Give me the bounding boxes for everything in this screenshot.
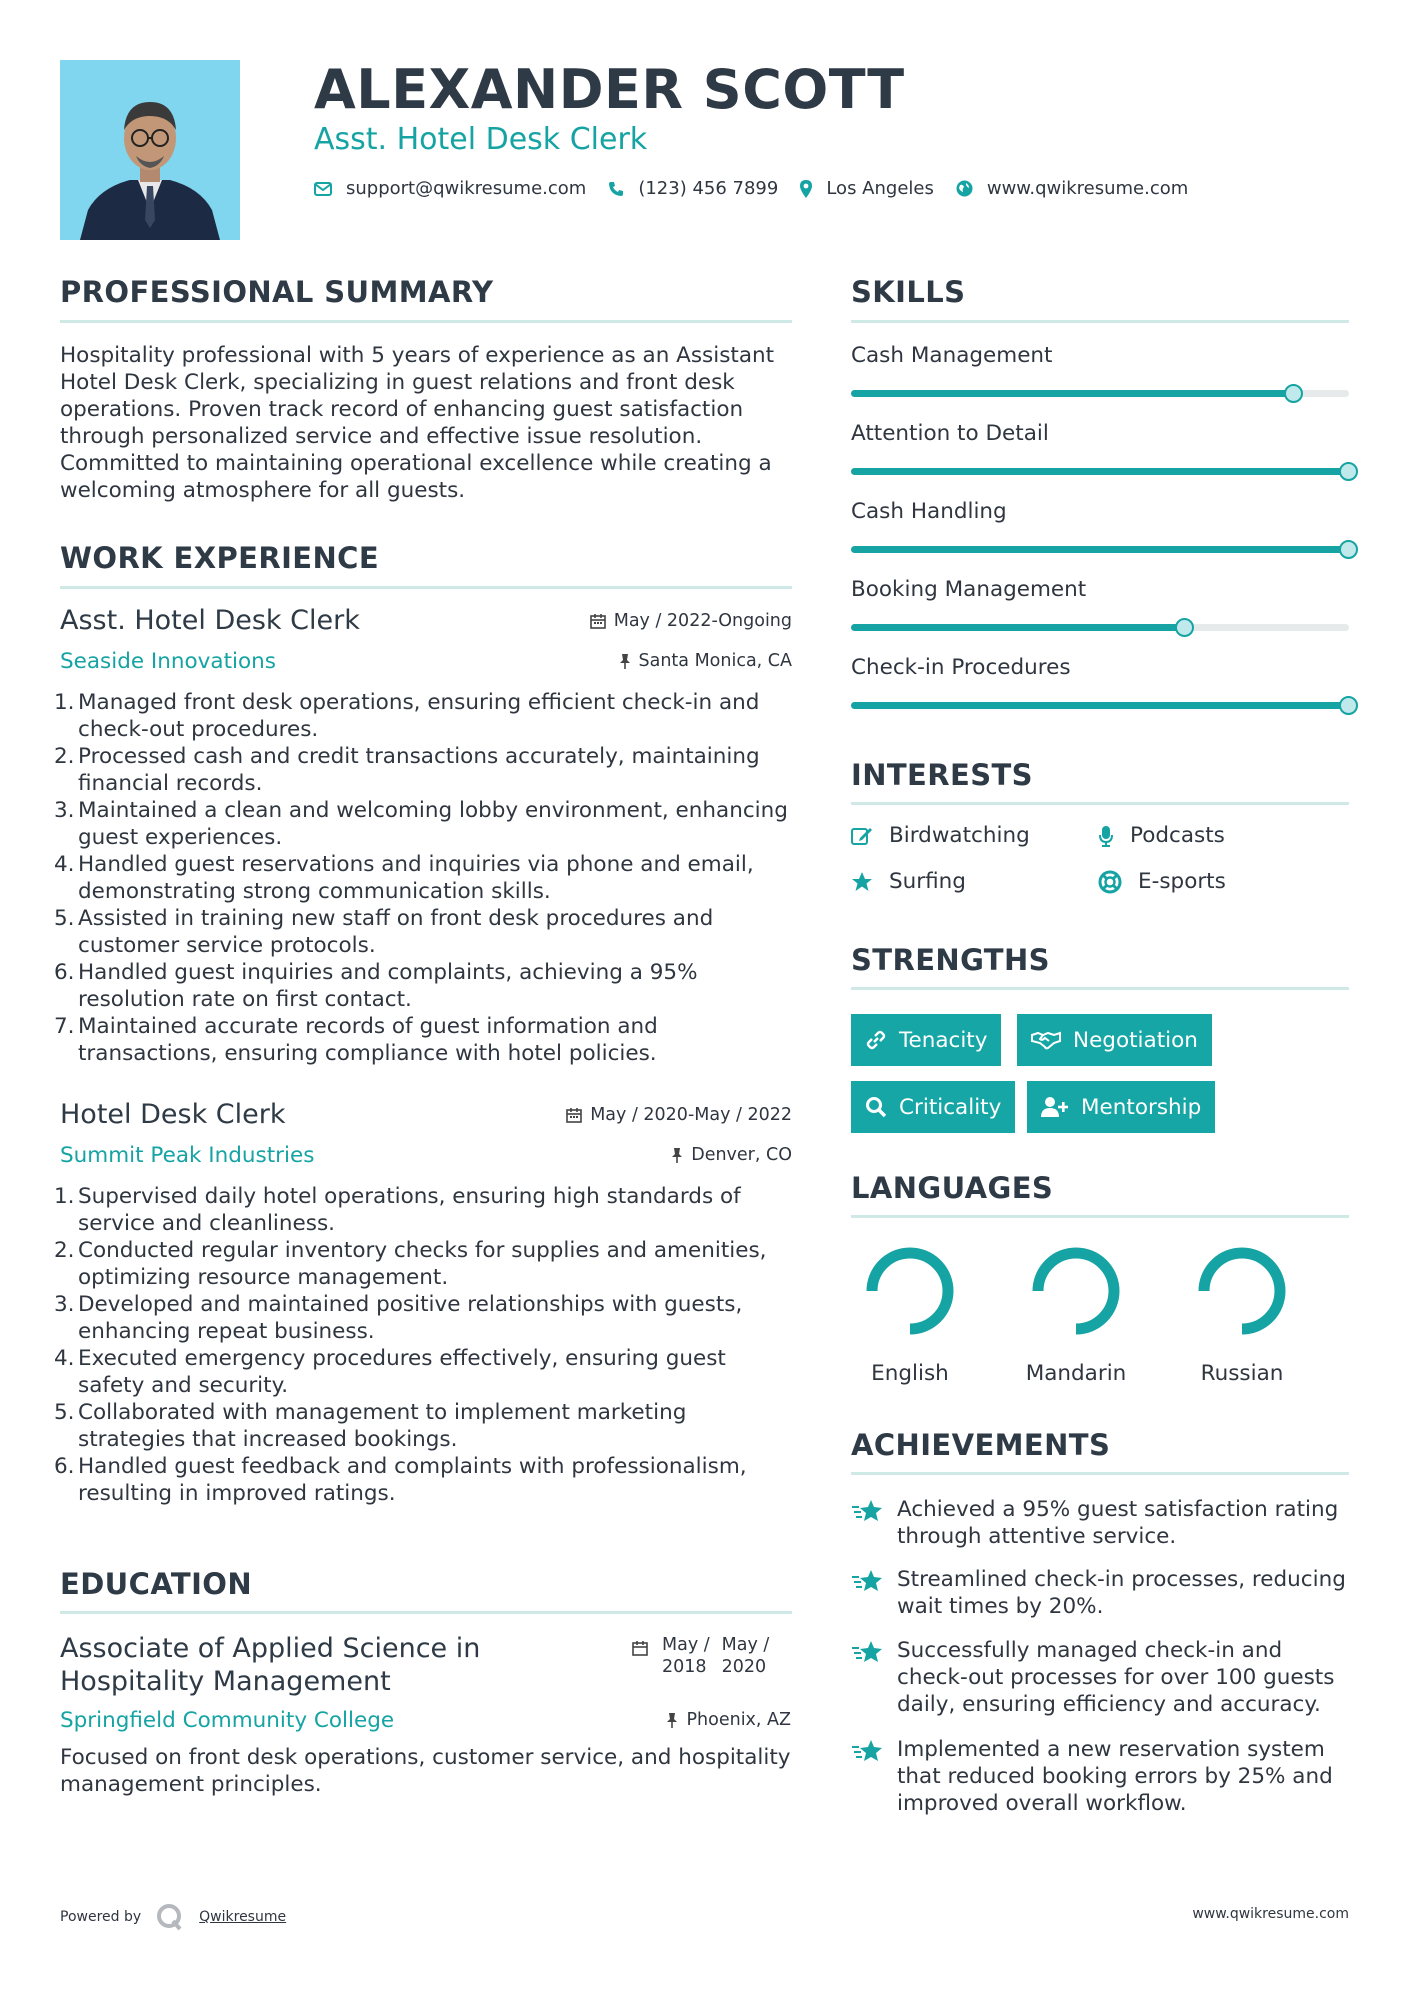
summary-divider xyxy=(60,320,792,323)
skill-bar xyxy=(851,546,1349,553)
list-item: 4. Executed emergency procedures effectively, ensuring guest safety and security. xyxy=(54,1346,726,1398)
skill-label: Attention to Detail xyxy=(851,421,1049,446)
list-item: 2. Conducted regular inventory checks for supplies and amenities, optimizing resource management. xyxy=(54,1238,767,1290)
lifebuoy-icon xyxy=(1098,870,1122,894)
star-burst-icon xyxy=(851,1498,885,1528)
education-end-month: May / xyxy=(721,1635,770,1655)
language-label: Mandarin xyxy=(1025,1361,1127,1386)
job-date xyxy=(590,611,792,631)
summary-text: Hospitality professional with 5 years of experience as an Assistant Hotel Desk Clerk, specializing in guest relations and front desk operations. Proven track record of enhancing guest satisfaction through personalized service and effective issue resolution. Committed to maintaining operational excellence while creating a welcoming atmosphere for all guests. xyxy=(60,343,775,503)
job-location-text: Santa Monica, CA xyxy=(638,651,792,671)
interests-heading: INTERESTS xyxy=(851,758,1033,792)
calendar-icon xyxy=(590,613,606,629)
language-item xyxy=(850,1243,970,1386)
star-burst-icon xyxy=(851,1639,885,1669)
skill-bar-knob xyxy=(1339,540,1358,559)
language-ring xyxy=(1028,1243,1124,1339)
skill-bar-fill xyxy=(851,624,1185,631)
job-date xyxy=(566,1105,792,1125)
strength-tag xyxy=(1017,1014,1212,1066)
education-location xyxy=(666,1710,791,1730)
skill-bar xyxy=(851,624,1349,631)
list-item: 3. Maintained a clean and welcoming lobby environment, enhancing guest experiences. xyxy=(54,798,788,850)
microphone-icon xyxy=(1098,825,1114,847)
education-heading: EDUCATION xyxy=(60,1567,253,1601)
skill-bar-fill xyxy=(851,546,1349,553)
job-location-text: Denver, CO xyxy=(691,1145,792,1165)
calendar-icon xyxy=(566,1107,582,1123)
skill-bar-fill xyxy=(851,702,1349,709)
skill-bar-knob xyxy=(1284,384,1303,403)
education-school: Springfield Community College xyxy=(60,1708,395,1733)
education-divider xyxy=(60,1611,792,1614)
interest-label: E-sports xyxy=(1138,869,1226,894)
interests-divider xyxy=(851,802,1349,805)
job-company: Summit Peak Industries xyxy=(60,1143,315,1168)
contact-bar xyxy=(314,178,1210,199)
job-location xyxy=(619,651,793,671)
list-item: 2. Processed cash and credit transactions accurately, maintaining financial records. xyxy=(54,744,760,796)
skill-bar-knob xyxy=(1339,462,1358,481)
interest-item xyxy=(851,823,1030,848)
handshake-icon xyxy=(1031,1029,1061,1051)
contact-website[interactable] xyxy=(956,178,1188,199)
job-role: Hotel Desk Clerk xyxy=(60,1099,286,1130)
skill-bar-knob xyxy=(1339,696,1358,715)
achievement-text: Successfully managed check-in and check-out processes for over 100 guests daily, ensuring efficiency and accuracy. xyxy=(897,1638,1335,1717)
list-item: 1. Supervised daily hotel operations, ensuring high standards of service and cleanliness. xyxy=(54,1184,741,1236)
strength-label: Mentorship xyxy=(1081,1094,1202,1120)
skill-label: Check-in Procedures xyxy=(851,655,1071,680)
search-icon xyxy=(865,1096,887,1118)
skill-bar xyxy=(851,702,1349,709)
strengths-divider xyxy=(851,987,1349,990)
contact-website-text: www.qwikresume.com xyxy=(986,178,1189,199)
interest-item xyxy=(1098,823,1225,848)
candidate-name: ALEXANDER SCOTT xyxy=(314,58,905,121)
contact-location-text: Los Angeles xyxy=(826,178,934,199)
skill-bar-fill xyxy=(851,468,1349,475)
languages-divider xyxy=(851,1215,1349,1218)
job-role: Asst. Hotel Desk Clerk xyxy=(60,605,360,636)
achievements-heading: ACHIEVEMENTS xyxy=(851,1428,1111,1462)
job-date-text: May / 2020-May / 2022 xyxy=(590,1105,792,1125)
skill-label: Cash Management xyxy=(851,343,1053,368)
contact-email-text: support@qwikresume.com xyxy=(346,178,587,199)
contact-location xyxy=(800,178,934,199)
user-plus-icon xyxy=(1041,1096,1069,1118)
skill-bar-fill xyxy=(851,390,1294,397)
education-degree: Associate of Applied Science in Hospitality Management xyxy=(60,1633,481,1697)
list-item: 1. Managed front desk operations, ensuring efficient check-in and check-out procedures. xyxy=(54,690,760,742)
education-location-text: Phoenix, AZ xyxy=(686,1710,791,1730)
education-date xyxy=(632,1634,769,1678)
calendar-icon xyxy=(632,1640,648,1656)
languages-heading: LANGUAGES xyxy=(851,1171,1054,1205)
skills-heading: SKILLS xyxy=(851,275,966,309)
contact-phone[interactable] xyxy=(608,178,778,199)
interest-label: Podcasts xyxy=(1130,823,1225,848)
contact-email[interactable] xyxy=(314,178,586,199)
education-description: Focused on front desk operations, customer service, and hospitality management principles. xyxy=(60,1745,791,1797)
strength-tag xyxy=(851,1014,1001,1066)
language-item xyxy=(1182,1243,1302,1386)
list-item: 6. Handled guest feedback and complaints with professionalism, resulting in improved ratings. xyxy=(54,1454,747,1506)
list-item: 6. Handled guest inquiries and complaints, achieving a 95% resolution rate on first contact. xyxy=(54,960,698,1012)
map-pin-icon xyxy=(800,180,812,198)
strength-tag xyxy=(1027,1081,1215,1133)
candidate-title: Asst. Hotel Desk Clerk xyxy=(314,122,648,157)
edit-icon xyxy=(851,826,873,846)
list-item: 5. Assisted in training new staff on front desk procedures and customer service protocols. xyxy=(54,906,714,958)
education-start-month: May / xyxy=(662,1635,710,1655)
interest-item xyxy=(851,869,966,894)
interest-label: Birdwatching xyxy=(889,823,1030,848)
skill-bar xyxy=(851,390,1349,397)
list-item: 4. Handled guest reservations and inquiries via phone and email, demonstrating strong communication skills. xyxy=(54,852,754,904)
job-bullets xyxy=(54,1183,794,1507)
phone-icon xyxy=(608,181,624,197)
skill-bar-knob xyxy=(1175,618,1194,637)
experience-divider xyxy=(60,586,792,589)
star-burst-icon xyxy=(851,1568,885,1598)
job-company: Seaside Innovations xyxy=(60,649,276,674)
language-item xyxy=(1016,1243,1136,1386)
job-location xyxy=(671,1145,792,1165)
pushpin-icon xyxy=(671,1147,683,1163)
achievement-text: Streamlined check-in processes, reducing wait times by 20%. xyxy=(897,1567,1346,1619)
footer-url[interactable]: www.qwikresume.com xyxy=(1192,1906,1349,1922)
star-burst-icon xyxy=(851,1738,885,1768)
list-item: 3. Developed and maintained positive relationships with guests, enhancing repeat business. xyxy=(54,1292,743,1344)
skill-bar xyxy=(851,468,1349,475)
language-label: Russian xyxy=(1200,1361,1284,1386)
job-bullets xyxy=(54,689,794,1067)
qwikresume-link[interactable]: Qwikresume xyxy=(199,1909,287,1925)
link-icon xyxy=(865,1029,887,1051)
strength-label: Criticality xyxy=(899,1094,1002,1120)
skills-divider xyxy=(851,320,1349,323)
powered-by xyxy=(60,1902,286,1932)
job-entry xyxy=(60,1099,792,1169)
job-date-text: May / 2022-Ongoing xyxy=(613,611,792,631)
list-item: 5. Collaborated with management to implement marketing strategies that increased bookings. xyxy=(54,1400,687,1452)
globe-icon xyxy=(956,180,973,197)
skill-label: Booking Management xyxy=(851,577,1087,602)
experience-heading: WORK EXPERIENCE xyxy=(60,541,380,575)
language-ring xyxy=(1194,1243,1290,1339)
strengths-heading: STRENGTHS xyxy=(851,943,1050,977)
education-start-date xyxy=(662,1634,710,1678)
strength-label: Tenacity xyxy=(899,1027,988,1053)
achievement-text: Implemented a new reservation system that reduced booking errors by 25% and improved overall workflow. xyxy=(897,1737,1333,1816)
education-start-year: 2018 xyxy=(662,1657,707,1677)
envelope-icon xyxy=(314,182,332,196)
skill-label: Cash Handling xyxy=(851,499,1007,524)
qwikresume-logo-icon xyxy=(155,1902,185,1932)
powered-by-label: Powered by xyxy=(60,1909,142,1925)
pushpin-icon xyxy=(666,1712,678,1728)
education-end-date xyxy=(722,1634,770,1678)
interest-label: Surfing xyxy=(889,869,966,894)
language-ring xyxy=(862,1243,958,1339)
strength-label: Negotiation xyxy=(1073,1027,1198,1053)
star-icon xyxy=(851,871,873,892)
achievements-divider xyxy=(851,1472,1349,1475)
achievement-text: Achieved a 95% guest satisfaction rating through attentive service. xyxy=(897,1497,1339,1549)
profile-photo-illustration xyxy=(60,60,240,240)
interest-item xyxy=(1098,869,1226,894)
summary-heading: PROFESSIONAL SUMMARY xyxy=(60,275,494,309)
profile-photo xyxy=(60,60,240,240)
education-end-year: 2020 xyxy=(721,1657,767,1677)
job-entry xyxy=(60,605,792,675)
pushpin-icon xyxy=(619,653,631,669)
contact-phone-text: (123) 456 7899 xyxy=(638,178,779,199)
list-item: 7. Maintained accurate records of guest information and transactions, ensuring compliance with hotel policies. xyxy=(54,1014,658,1066)
strength-tag xyxy=(851,1081,1015,1133)
language-label: English xyxy=(871,1361,949,1386)
